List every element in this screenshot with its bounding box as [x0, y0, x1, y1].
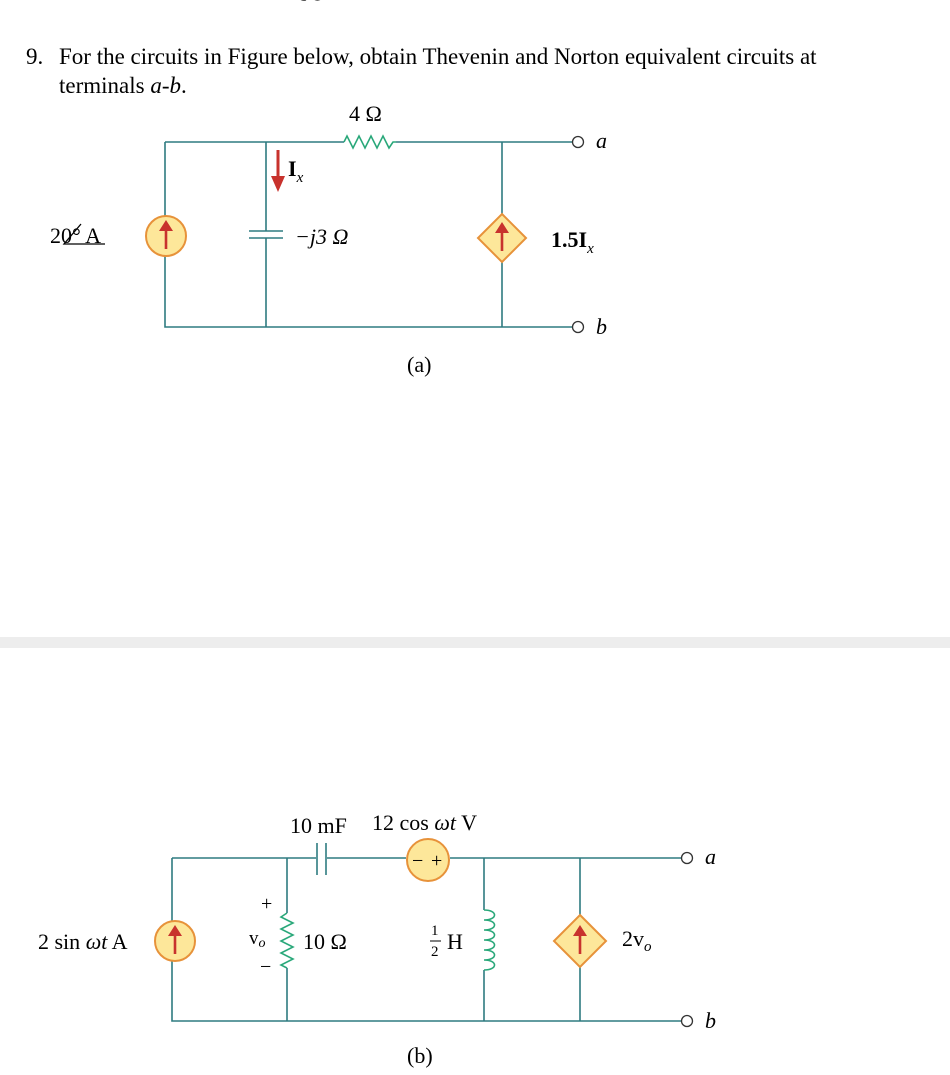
dependent-source-label: $1.5I_x$ — [551, 227, 594, 257]
capacitor-impedance-label: −j3 Ω — [295, 224, 349, 249]
current-source-2sin-label: 2 sin ωt A — [38, 929, 128, 954]
terminal-b-circle-b — [682, 1016, 693, 1027]
vsrc-plus-sign: + — [431, 850, 443, 872]
capacitor-10mF — [317, 843, 326, 875]
terminal-a-circle-b — [682, 853, 693, 864]
terminals-label: a-b — [150, 73, 182, 98]
capacitor-10mF-label: 10 mF — [290, 813, 347, 838]
inductor-fraction-num: 1 — [431, 923, 439, 939]
voltage-source-label: 12 cos ωt V — [372, 810, 477, 835]
vsrc-minus-sign: − — [412, 850, 424, 872]
question-number: 9. — [26, 44, 44, 69]
resistor-10ohm-label: 10 Ω — [303, 929, 347, 954]
dependent-source-2vo-label: $2v_o$ — [622, 926, 652, 955]
vo-plus-sign: + — [261, 893, 273, 915]
inductor-half-H — [484, 910, 495, 970]
current-source-label: 20° A — [50, 223, 101, 248]
caption-b: (b) — [407, 1043, 433, 1068]
dependent-current-source-b — [554, 915, 606, 967]
inductor-unit-label: H — [447, 929, 463, 954]
terminal-b-label: b — [596, 314, 607, 339]
ix-label: $I_x$ — [288, 156, 304, 186]
caption-a: (a) — [407, 352, 432, 377]
terminal-b-label-b: b — [705, 1008, 716, 1033]
inductor-fraction-den: 2 — [431, 944, 439, 960]
resistor-10ohm — [281, 913, 293, 968]
terminal-a-label: a — [596, 128, 607, 153]
vo-label: vo — [249, 928, 266, 951]
vo-minus-sign: − — [260, 956, 272, 978]
resistor-4ohm-label: 4 Ω — [349, 101, 382, 126]
question-text: For the circuits in Figure below, obtain Thevenin and Norton equivalent circuits at terminals a-b. — [59, 44, 817, 98]
current-source-2sin — [155, 921, 195, 961]
terminal-a-label-b: a — [705, 844, 716, 869]
